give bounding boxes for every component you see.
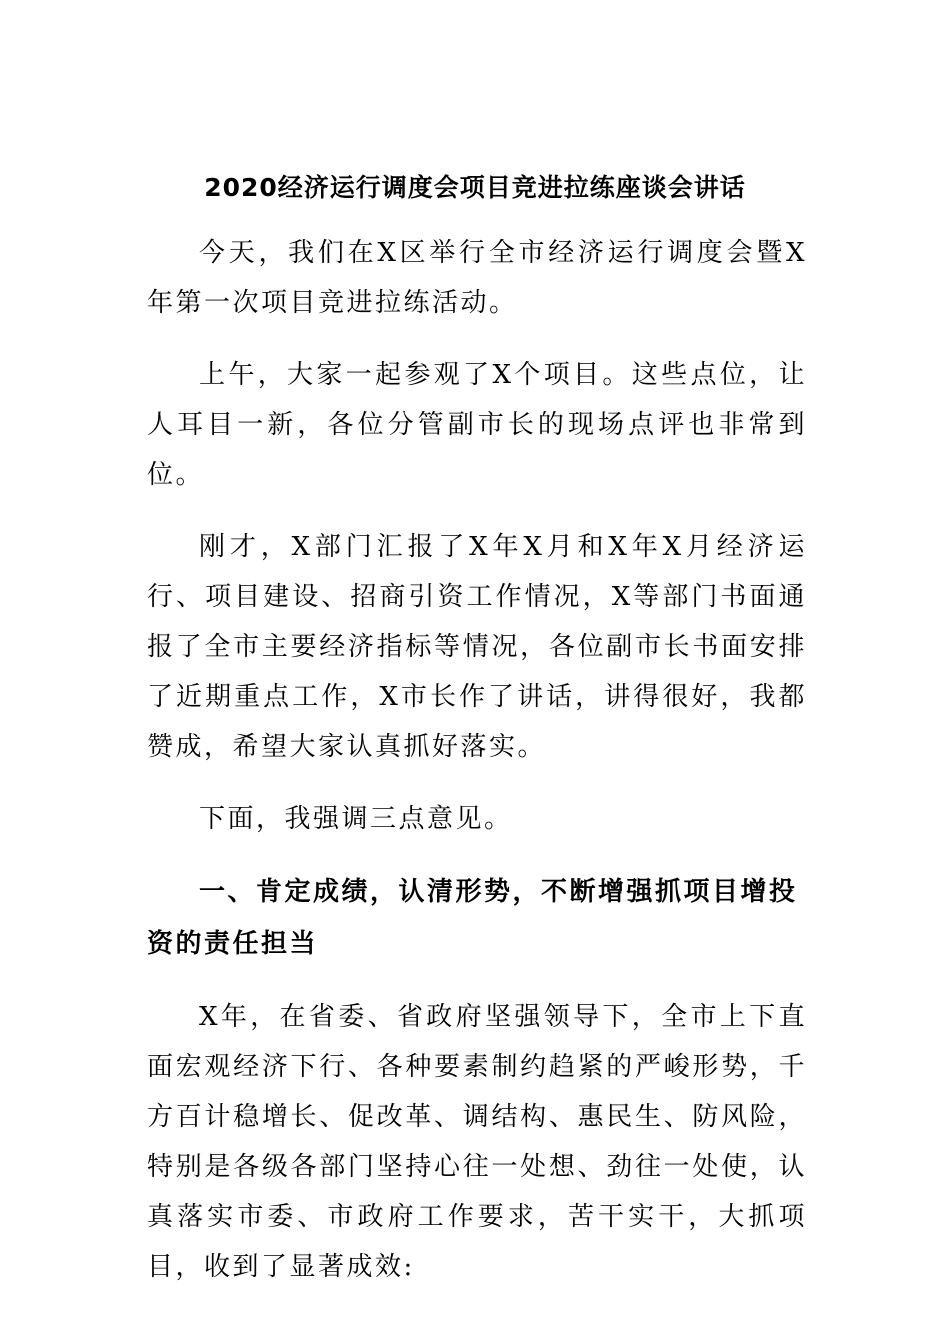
section-heading-1: 一、肯定成绩，认清形势，不断增强抓项目增投资的责任担当 [147, 877, 798, 959]
paragraph-morning-visit: 上午，大家一起参观了X个项目。这些点位，让人耳目一新，各位分管副市长的现场点评也非常到位。 [147, 360, 807, 490]
paragraph-section-1: X年，在省委、省政府坚强领导下，全市上下直面宏观经济下行、各种要素制约趋紧的严峻形势，千方百计稳增长、促改革、调结构、惠民生、防风险，特别是各级各部门坚持心往一处想、劲往一处使，认真落实市委、市政府工作要求，苦干实干，大抓项目，收到了显著成效: [147, 1002, 807, 1282]
document-body [147, 228, 807, 1292]
paragraph-reports: 刚才，X部门汇报了X年X月和X年X月经济运行、项目建设、招商引资工作情况，X等部门书面通报了全市主要经济指标等情况，各位副市长书面安排了近期重点工作，X市长作了讲话，讲得很好，我都赞成，希望大家认真抓好落实。 [147, 532, 807, 762]
paragraph-three-points: 下面，我强调三点意见。 [199, 804, 513, 834]
document-title: 2020经济运行调度会项目竞进拉练座谈会讲话 [204, 173, 746, 202]
paragraph-opening: 今天，我们在X区举行全市经济运行调度会暨X年第一次项目竞进拉练活动。 [147, 238, 807, 318]
